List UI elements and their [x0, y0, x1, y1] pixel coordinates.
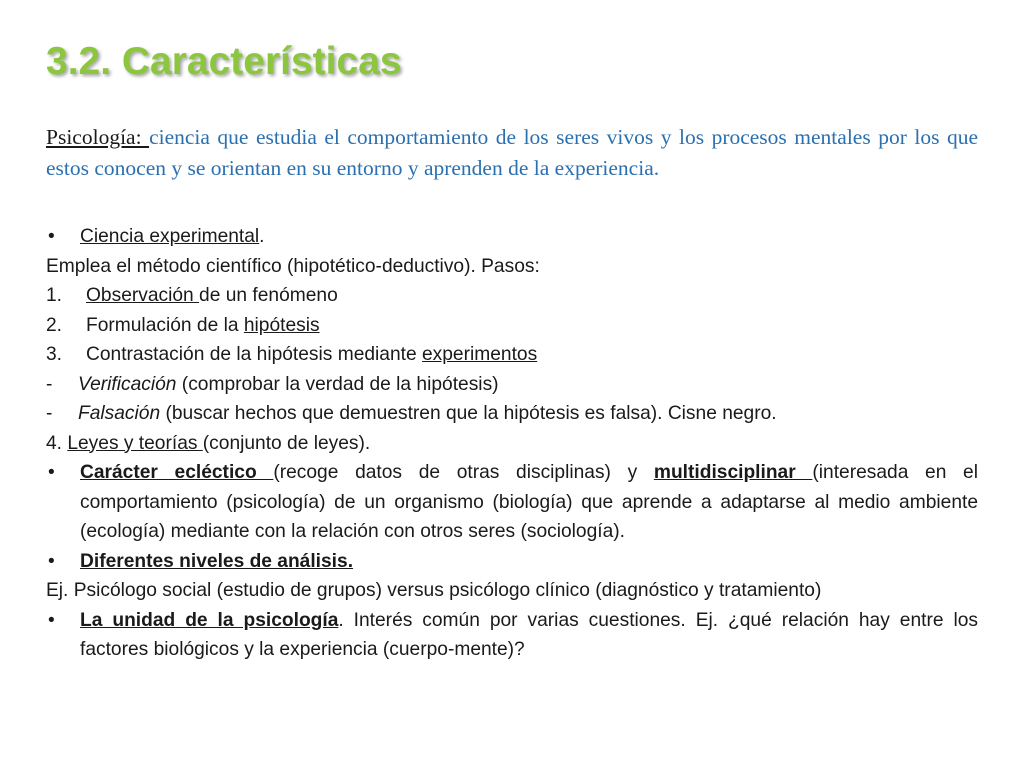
intro-term: Psicología: [46, 125, 150, 149]
bullet-glyph: • [48, 550, 55, 572]
bullet-caracter-eclectico: • Carácter ecléctico (recoge datos de otras disciplinas) y multidisciplinar (interesada en el comportamiento (psicología) de un organismo (biología) que aprende a adaptarse al medio ambiente (ecología) mediante con la relación con otros seres (sociología). [46, 458, 978, 547]
step-row: 1. Observación de un fenómeno [46, 285, 338, 306]
intro-text: ciencia que estudia el comportamiento de los seres vivos y los procesos mentales por los que estos conocen y se orientan en su entorno y aprenden de la experiencia. [46, 125, 978, 180]
bullet-unidad-psicologia: • La unidad de la psicología. Interés común por varias cuestiones. Ej. ¿qué relación hay entre los factores biológicos y la experiencia (cuerpo-mente)? [46, 606, 978, 665]
bullet-glyph: • [48, 609, 55, 631]
slide-title: 3.2. Características [46, 40, 402, 83]
ciencia-experimental-heading: Ciencia experimental [80, 226, 260, 247]
step-row: 3. Contrastación de la hipótesis mediante experimentos [46, 344, 538, 365]
sub-step-row: - Falsación (buscar hechos que demuestren que la hipótesis es falsa). Cisne negro. [46, 403, 777, 424]
method-line: Emplea el método científico (hipotético-deductivo). Pasos: [46, 255, 540, 277]
step-row-4: 4. Leyes y teorías (conjunto de leyes). [46, 432, 371, 454]
bullet-glyph: • [48, 226, 55, 247]
sub-step-row: - Verificación (comprobar la verdad de la hipótesis) [46, 373, 499, 395]
bullet-glyph: • [48, 462, 55, 483]
slide-body [46, 222, 978, 665]
example-text: Ej. Psicólogo social (estudio de grupos) versus psicólogo clínico (diagnóstico y tratamiento) [46, 580, 822, 601]
step-row: 2. Formulación de la hipótesis [46, 314, 320, 336]
bullet-ciencia-experimental: • Ciencia experimental. [46, 222, 978, 252]
bullet-niveles-analisis: • Diferentes niveles de análisis. [46, 547, 978, 577]
intro-paragraph [46, 122, 978, 184]
